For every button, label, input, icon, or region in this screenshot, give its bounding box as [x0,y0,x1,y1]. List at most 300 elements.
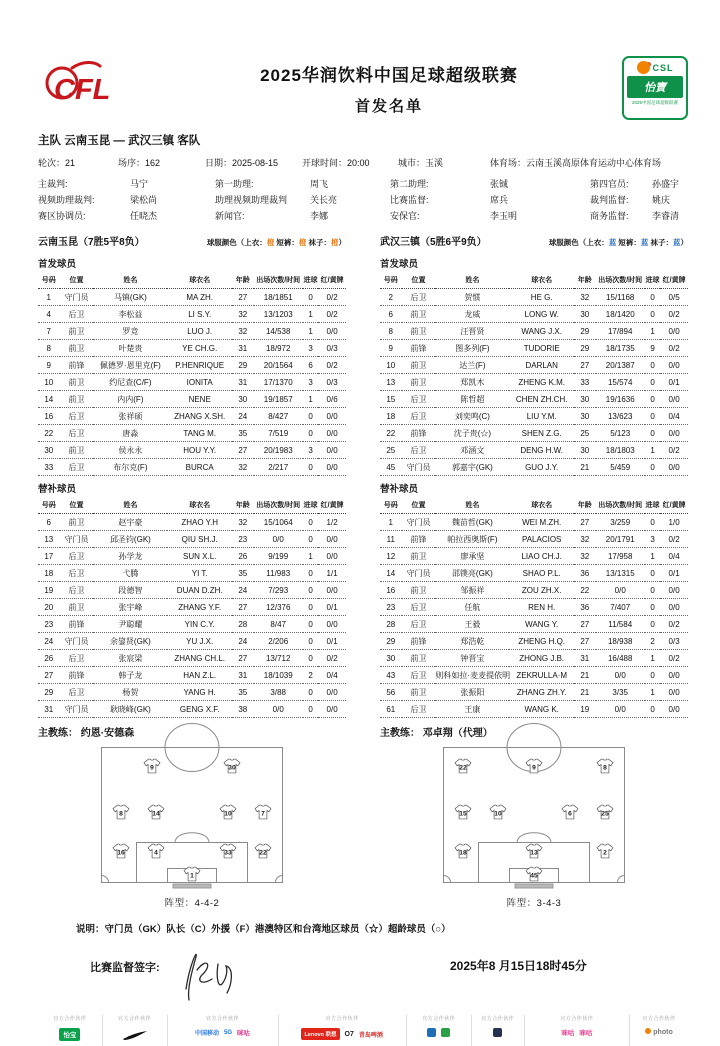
csl-badge-footer: 2025中国足球超级联赛 [631,100,678,105]
table-row [380,408,688,425]
cell-cards: 0/2 [660,650,688,667]
cell-name: 马镇(GK) [93,289,167,306]
sponsor-logo: 中国移动 [195,1031,220,1037]
csl-badge-text: CSL [652,62,674,73]
jersey-number: 13 [530,849,538,857]
cell-apps-time: 15/574 [596,374,645,391]
cell-jersey-name: TUDORIE [509,340,574,357]
cell-jersey-name: ZHANG CH.L. [167,650,232,667]
table-row [38,514,346,531]
cell-cards: 0/0 [660,425,688,442]
cell-cards: 0/0 [318,323,346,340]
coach-name: 约恩·安德森 [80,728,135,739]
table-row [38,391,346,408]
cell-apps-time: 15/1064 [254,514,303,531]
teams-section [38,233,688,909]
cell-age: 21 [574,459,596,476]
cell-apps-time: 3/35 [596,684,645,701]
cell-apps-time: 13/1315 [596,565,645,582]
column-header: 进球 [303,272,318,289]
cell-age: 23 [232,531,254,548]
table-row [380,701,688,718]
cell-position: 后卫 [60,425,94,442]
cell-number: 15 [380,391,402,408]
table-row [380,442,688,459]
cell-jersey-name: LUO J. [167,323,232,340]
cell-goals: 0 [303,650,318,667]
column-header-row [38,272,346,289]
sponsor-caption: 官方合作伙伴 [53,1016,87,1022]
cell-position: 守门员 [402,565,436,582]
page-title: 2025华润饮料中国足球超级联赛 [260,65,518,85]
cell-position: 前锋 [60,616,94,633]
sponsor-logos [645,1028,672,1036]
column-header: 姓名 [435,497,509,514]
cell-cards: 0/5 [660,289,688,306]
cell-apps-time: 19/1636 [596,391,645,408]
cell-age: 32 [232,323,254,340]
table-row [38,565,346,582]
info-label: 轮次： [38,158,66,168]
sponsor-logos [59,1028,80,1041]
formation-caption: 阵型：4-4-2 [164,898,220,909]
table-row [380,340,688,357]
pitch-player [561,804,579,820]
official-value: 马宁 [130,178,149,189]
cell-position: 后卫 [402,408,436,425]
cell-number: 18 [380,408,402,425]
sponsor-logos [195,1028,250,1037]
cell-jersey-name: CHEN ZH.CH. [509,391,574,408]
cell-apps-time: 0/0 [596,582,645,599]
cell-apps-time: 18/972 [254,340,303,357]
cell-name: 廖承坚 [435,548,509,565]
cell-jersey-name: ZHANG Y.F. [167,599,232,616]
kit-shirt-color: 蓝 [608,238,617,247]
cell-jersey-name: SHEN Z.G. [509,425,574,442]
sponsor-logo: 青岛啤酒 [358,1032,383,1039]
cell-jersey-name: P.HENRIQUE [167,357,232,374]
cell-jersey-name: ZOU ZH.X. [509,582,574,599]
column-header: 位置 [402,272,436,289]
cell-number: 29 [380,633,402,650]
cell-jersey-name: HOU Y.Y. [167,442,232,459]
info-label: 场序： [118,158,146,168]
cell-number: 10 [38,374,60,391]
table-row [380,306,688,323]
cell-name: 邓涵文 [435,442,509,459]
cell-jersey-name: YU J.X. [167,633,232,650]
pitch-player [596,843,614,859]
table-row [38,442,346,459]
cell-age: 30 [574,391,596,408]
cell-goals: 0 [645,425,660,442]
cell-age: 25 [574,425,596,442]
starters-label: 首发球员 [380,259,419,270]
column-header: 位置 [402,497,436,514]
cell-age: 27 [574,633,596,650]
jersey-number: 9 [150,764,154,772]
sponsor-logo: photo [645,1028,672,1036]
cell-age: 27 [574,514,596,531]
cell-apps-time: 20/1983 [254,442,303,459]
column-header: 球衣名 [509,497,574,514]
cell-jersey-name: ZHONG J.B. [509,650,574,667]
cell-position: 后卫 [402,289,436,306]
jersey-icon [525,866,543,882]
column-header: 姓名 [93,497,167,514]
kit-mid1: 短裤： [274,238,299,247]
table-row [38,599,346,616]
cell-position: 前卫 [402,548,436,565]
cell-jersey-name: MA ZH. [167,289,232,306]
jersey-icon [223,758,241,774]
cell-number: 4 [38,306,60,323]
roster-table-subs [380,497,688,718]
cell-goals: 0 [303,701,318,718]
cell-name: 罗竞 [93,323,167,340]
column-header: 球衣名 [509,272,574,289]
jersey-number: 16 [117,849,125,857]
jersey-icon [254,804,272,820]
cell-jersey-name: LIU Y.M. [509,408,574,425]
cell-position: 前卫 [402,582,436,599]
cell-number: 24 [38,633,60,650]
cell-jersey-name: REN H. [509,599,574,616]
official-value: 任晓杰 [130,210,158,221]
cell-cards: 0/2 [318,306,346,323]
official-label: 安保官: [390,210,420,221]
cell-name: 魏苗哲(GK) [435,514,509,531]
cell-goals: 3 [645,531,660,548]
cell-cards: 0/0 [318,684,346,701]
cell-apps-time: 19/1857 [254,391,303,408]
cell-number: 8 [38,340,60,357]
cell-age: 32 [574,289,596,306]
jersey-number: 22 [259,849,267,857]
pitch-player [254,804,272,820]
jersey-icon [254,843,272,859]
cell-name: 赵宇豪 [93,514,167,531]
cell-goals: 0 [645,599,660,616]
table-row [38,323,346,340]
cell-position: 前卫 [402,684,436,701]
cell-number: 23 [380,599,402,616]
signature-handwriting-icon [166,943,256,1010]
column-header: 号码 [38,272,60,289]
officials-row [38,191,688,207]
cell-cards: 0/1 [660,374,688,391]
cell-age: 31 [232,340,254,357]
cell-jersey-name: WANG Y. [509,616,574,633]
cell-cards: 0/0 [318,408,346,425]
info-value: 2025-08-15 [232,158,279,168]
cell-goals: 0 [303,565,318,582]
cell-age: 27 [574,357,596,374]
cell-jersey-name: LI S.Y. [167,306,232,323]
cell-name: 张宇峰 [93,599,167,616]
cell-goals: 1 [645,323,660,340]
cell-number: 22 [380,425,402,442]
subs-label: 替补球员 [38,484,77,495]
cell-jersey-name: DARLAN [509,357,574,374]
cell-number: 16 [380,582,402,599]
cell-number: 25 [380,442,402,459]
sponsor-caption: 官方合作伙伴 [560,1016,594,1022]
cell-cards: 0/4 [660,408,688,425]
jersey-number: 9 [532,764,536,772]
roster-table-starters [380,272,688,476]
cell-jersey-name: NENE [167,391,232,408]
cell-age: 28 [232,616,254,633]
official-value: 李娜 [310,210,329,221]
cell-number: 33 [38,459,60,476]
cell-age: 31 [232,667,254,684]
cell-name: 沈子贵(☆) [435,425,509,442]
cell-age: 35 [232,565,254,582]
cell-apps-time: 11/983 [254,565,303,582]
cell-position: 后卫 [402,391,436,408]
column-header: 出场次数/时间 [596,497,645,514]
cell-name: 张振阳 [435,684,509,701]
cell-cards: 0/2 [318,289,346,306]
column-header: 球衣名 [167,497,232,514]
cell-age: 36 [574,599,596,616]
coach-line [380,724,688,739]
table-row [380,357,688,374]
signature-datetime: 2025年8 月15日18时45分 [450,959,587,973]
column-header: 年龄 [574,497,596,514]
column-header: 出场次数/时间 [254,272,303,289]
cell-jersey-name: YANG H. [167,684,232,701]
pitch-player [525,758,543,774]
cell-cards: 0/0 [660,323,688,340]
signature-row [38,947,688,1005]
roster-table-starters [38,272,346,476]
jersey-number: 30 [228,764,236,772]
cell-position: 前卫 [60,374,94,391]
cell-cards: 0/0 [318,616,346,633]
sponsor-logos [493,1028,502,1037]
cell-cards: 0/2 [660,616,688,633]
cell-goals: 0 [645,667,660,684]
cell-jersey-name: YIN C.Y. [167,616,232,633]
cell-name: 贺惯 [435,289,509,306]
info-value: 162 [145,158,161,168]
cell-number: 1 [380,514,402,531]
kit-prefix: 球服颜色（上衣： [206,238,267,247]
cell-position: 后卫 [402,667,436,684]
cell-apps-time: 17/1370 [254,374,303,391]
cell-cards: 0/0 [660,701,688,718]
table-row [38,425,346,442]
cell-position: 前卫 [60,391,94,408]
cell-cards: 0/0 [660,599,688,616]
cell-jersey-name: IONITA [167,374,232,391]
cell-apps-time: 18/1420 [596,306,645,323]
cell-name: 耿晓峰(GK) [93,701,167,718]
cell-goals: 2 [645,633,660,650]
cell-goals: 0 [303,684,318,701]
jersey-number: 7 [261,810,265,818]
table-row [380,323,688,340]
cell-jersey-name: YI T. [167,565,232,582]
team-header [38,233,346,251]
cell-goals: 3 [303,374,318,391]
cell-position: 后卫 [402,701,436,718]
cell-name: 钟晋宝 [435,650,509,667]
info-value: 21 [65,158,76,168]
coach-label: 主教练： [380,728,423,739]
table-row [380,531,688,548]
cell-name: 龙威 [435,306,509,323]
table-row [380,599,688,616]
cell-cards: 0/0 [318,425,346,442]
kit-shorts-color: 橙 [298,238,307,247]
column-header: 姓名 [435,272,509,289]
cell-cards: 0/0 [318,459,346,476]
column-header-row [380,497,688,514]
cell-jersey-name: HAN Z.L. [167,667,232,684]
kit-mid1: 短裤： [616,238,641,247]
cell-jersey-name: DUAN D.ZH. [167,582,232,599]
cell-number: 11 [380,531,402,548]
official-value: 梁松尚 [130,194,158,205]
cell-cards: 0/2 [318,650,346,667]
cell-name: 任航 [435,599,509,616]
column-header: 进球 [645,272,660,289]
cell-goals: 0 [645,565,660,582]
kit-prefix: 球服颜色（上衣： [548,238,609,247]
cell-jersey-name: GENG X.F. [167,701,232,718]
cell-apps-time: 18/1039 [254,667,303,684]
cell-age: 27 [574,616,596,633]
cell-age: 22 [574,582,596,599]
cell-name: 郑凯木 [435,374,509,391]
cell-goals: 1 [303,306,318,323]
column-header: 红/黄牌 [660,272,688,289]
cell-age: 26 [232,548,254,565]
cell-name: 李松益 [93,306,167,323]
cell-cards: 0/3 [660,633,688,650]
cell-apps-time: 17/894 [596,323,645,340]
table-row [380,565,688,582]
cell-apps-time: 12/376 [254,599,303,616]
cell-name: 郭嘉宇(GK) [435,459,509,476]
coach-label: 主教练： [38,728,81,739]
cell-cards: 0/3 [318,374,346,391]
column-header: 进球 [303,497,318,514]
cell-cards: 0/3 [318,340,346,357]
cell-goals: 9 [645,340,660,357]
cell-position: 前卫 [60,323,94,340]
cell-jersey-name: SHAO P.L. [509,565,574,582]
kit-shirt-color: 橙 [266,238,275,247]
cell-age: 27 [232,599,254,616]
official-label: 比赛监督: [390,194,429,205]
cell-jersey-name: PALACIOS [509,531,574,548]
cell-number: 14 [380,565,402,582]
cell-age: 30 [574,306,596,323]
cell-age: 24 [232,633,254,650]
cell-age: 32 [574,548,596,565]
cell-name: 侯永永 [93,442,167,459]
jersey-number: 22 [459,764,467,772]
table-row [38,289,346,306]
jersey-number: 4 [153,849,158,857]
column-header: 球衣名 [167,272,232,289]
cell-cards: 0/0 [660,459,688,476]
cell-goals: 0 [303,616,318,633]
info-item [302,156,398,169]
cell-goals: 0 [645,408,660,425]
pitch-player [525,843,543,859]
table-row [380,684,688,701]
pitch-player [525,866,543,882]
cell-number: 16 [38,408,60,425]
cell-name: 韩子龙 [93,667,167,684]
kit-colors [549,237,688,248]
team-panel-home [38,233,346,909]
sponsor-logo-mark [493,1028,502,1037]
cell-number: 43 [380,667,402,684]
match-info-row [38,156,688,169]
cell-goals: 0 [645,701,660,718]
cell-number: 18 [38,565,60,582]
jersey-icon [143,758,161,774]
cell-apps-time: 13/712 [254,650,303,667]
info-label: 开球时间： [302,158,348,168]
info-value: 玉溪 [425,158,444,168]
cell-age: 21 [574,684,596,701]
cell-number: 28 [380,616,402,633]
column-header: 年龄 [232,497,254,514]
header [38,50,688,126]
cell-name: 内内(F) [93,391,167,408]
sponsor-logo: 咪咕 [237,1030,251,1037]
cell-jersey-name: BURCA [167,459,232,476]
cell-jersey-name: YE CH.G. [167,340,232,357]
cell-apps-time: 7/519 [254,425,303,442]
pitch-player [454,843,472,859]
cell-goals: 0 [645,306,660,323]
jersey-icon [525,843,543,859]
jersey-icon [596,804,614,820]
sponsor-logo: 咪咕 [579,1030,593,1037]
cell-apps-time: 2/217 [254,459,303,476]
cell-age: 33 [574,374,596,391]
column-header-row [38,497,346,514]
cell-name: 帕拉西奥斯(F) [435,531,509,548]
cell-name: 王康 [435,701,509,718]
official-value: 孙盛宇 [652,178,680,189]
cell-goals: 0 [645,289,660,306]
cell-number: 6 [38,514,60,531]
cell-position: 前锋 [402,633,436,650]
official-value: 姚庆 [652,194,671,205]
cell-name: 叶楚贵 [93,340,167,357]
cell-goals: 2 [303,667,318,684]
cell-position: 后卫 [402,616,436,633]
cell-goals: 0 [645,374,660,391]
table-row [38,374,346,391]
cell-position: 后卫 [60,650,94,667]
cell-position: 守门员 [60,701,94,718]
table-row [380,374,688,391]
cell-jersey-name: SUN X.L. [167,548,232,565]
cell-cards: 0/0 [660,357,688,374]
cell-number: 22 [38,425,60,442]
